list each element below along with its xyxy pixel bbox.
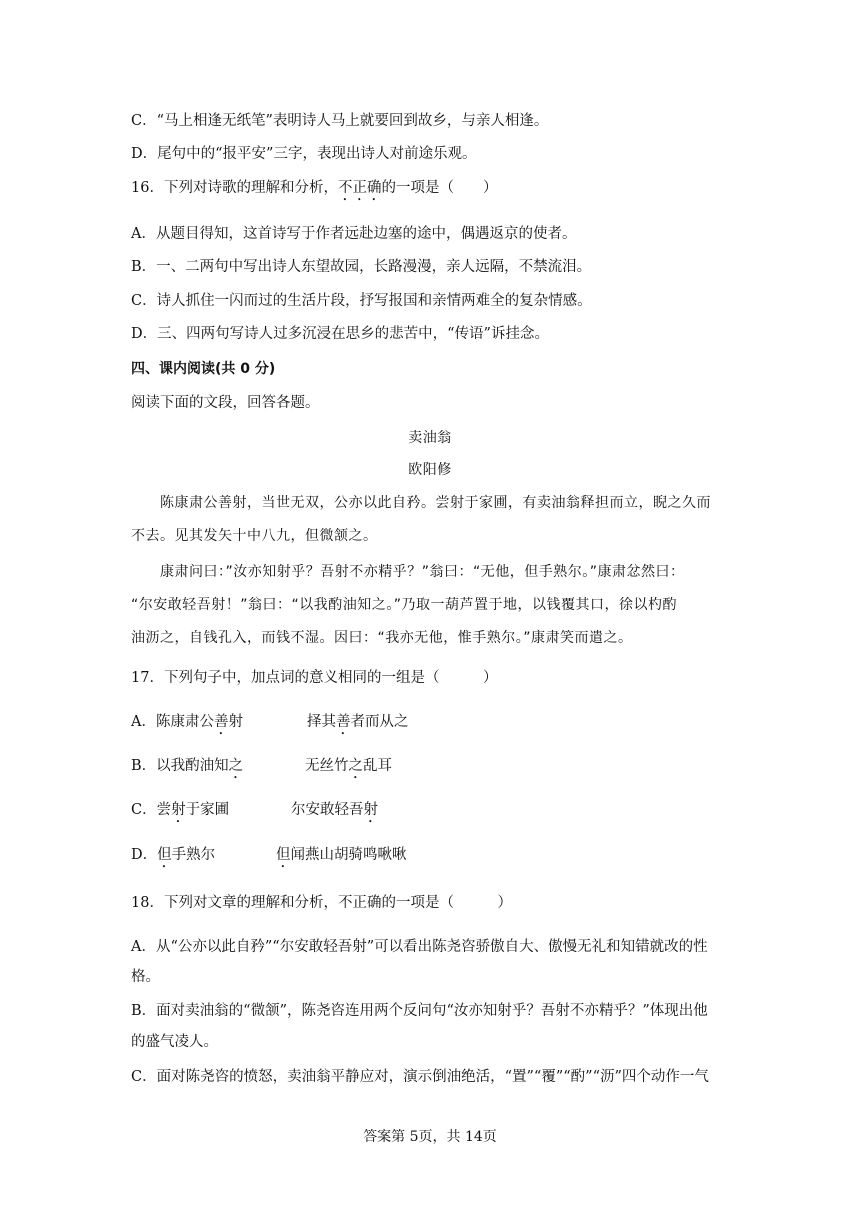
passage-title: 卖油翁 (408, 430, 452, 446)
q16-stem (131, 178, 497, 204)
q18-option-b-line2: 的盛气凌人。 (131, 1034, 218, 1050)
q17-option-c (131, 800, 229, 826)
q16-stem-emphasis: 不正确 (337, 180, 382, 196)
q17-c-right-dot: 射 (363, 802, 378, 818)
q16-stem-part2: 的一项是（ ） (381, 180, 498, 196)
q15-option-d: D．尾句中的“报平安”三字，表现出诗人对前途乐观。 (131, 146, 477, 162)
q17-option-a-right (307, 712, 409, 738)
q17-a-right-pre: 择其 (307, 714, 336, 730)
passage-p2-line1: 康肃问曰：”汝亦知射乎？吾射不亦精乎？”翁曰：“无他，但手熟尔。”康肃忿然曰： (160, 564, 685, 580)
q17-c-left-pre: C．尝 (131, 802, 172, 818)
q18-stem: 18．下列对文章的理解和分析，不正确的一项是（ ） (131, 895, 512, 911)
q18-option-c-line1: C．面对陈尧咨的愤怒，卖油翁平静应对，演示倒油绝活，“置”“覆”“酌”“沥”四个动作一气 (131, 1069, 709, 1085)
q17-c-left-dot: 射 (171, 802, 186, 818)
q15-option-c: C．“马上相逢无纸笔”表明诗人马上就要回到故乡，与亲人相逢。 (131, 113, 549, 129)
q17-d-left-post: 手熟尔 (171, 847, 216, 863)
q17-a-right-dot: 善 (336, 714, 351, 730)
passage-author: 欧阳修 (408, 462, 452, 478)
q16-option-c: C．诗人抓住一闪而过的生活片段，抒写报国和亲情两难全的复杂情感。 (131, 293, 592, 309)
passage-p1-line2: 不去。见其发矢十中八九，但微颔之。 (131, 528, 378, 544)
q17-a-left-post: 射 (228, 714, 243, 730)
q17-c-right-pre: 尔安敢轻吾 (291, 802, 364, 818)
section-heading: 四、课内阅读(共 0 分) (131, 361, 276, 377)
q17-a-left-pre: A．陈康肃公 (131, 714, 214, 730)
q17-option-b-right (305, 756, 392, 782)
q17-option-d (131, 845, 215, 871)
q17-option-b (131, 756, 243, 782)
page-footer: 答案第 5页，共 14页 (363, 1129, 497, 1145)
q18-option-b-line1: B．面对卖油翁的“微颔”，陈尧咨连用两个反问句“汝亦知射乎？吾射不亦精乎？”体现出他 (131, 1003, 708, 1019)
q17-c-left-post: 于家圃 (185, 802, 230, 818)
q16-option-b: B．一、二两句中写出诗人东望故园，长路漫漫，亲人远隔，不禁流泪。 (131, 259, 592, 275)
q17-option-a (131, 712, 243, 738)
q16-option-a: A．从题目得知，这首诗写于作者远赴边塞的途中，偶遇返京的使者。 (131, 226, 577, 242)
q17-b-right-dot: 之 (348, 758, 363, 774)
q17-option-d-right (276, 845, 407, 871)
q16-option-d: D．三、四两句写诗人过多沉浸在思乡的悲苦中，“传语”诉挂念。 (131, 326, 549, 342)
passage-p2-line3: 油沥之，自钱孔入，而钱不湿。因曰：“我亦无他，惟手熟尔。”康肃笑而遣之。 (131, 630, 633, 646)
q17-d-right-post: 闻燕山胡骑鸣啾啾 (290, 847, 407, 863)
passage-p1-line1: 陈康肃公善射，当世无双，公亦以此自矜。尝射于家圃，有卖油翁释担而立，睨之久而 (160, 495, 711, 511)
section-intro: 阅读下面的文段，回答各题。 (131, 395, 320, 411)
passage-p2-line2: “尔安敢轻吾射！”翁曰：“以我酌油知之。”乃取一葫芦置于地，以钱覆其口，徐以杓酌 (131, 597, 678, 613)
q17-option-c-right (291, 800, 378, 826)
q17-b-right-post: 乱耳 (363, 758, 392, 774)
q17-b-right-pre: 无丝竹 (305, 758, 349, 774)
q17-a-left-dot: 善 (213, 714, 229, 730)
q16-stem-part1: 16．下列对诗歌的理解和分析， (131, 180, 338, 196)
q18-option-a-line2: 格。 (131, 969, 160, 985)
q18-option-a-line1: A．从“公亦以此自矜”“尔安敢轻吾射”可以看出陈尧咨骄傲自大、傲慢无礼和知错就改的性 (131, 939, 708, 955)
q17-d-left-dot: 但 (157, 847, 172, 863)
q17-d-left-pre: D． (131, 847, 158, 863)
q17-d-right-dot: 但 (276, 847, 291, 863)
q17-stem: 17．下列句子中，加点词的意义相同的一组是（ ） (131, 670, 498, 686)
q17-b-left-dot: 之 (228, 758, 244, 774)
q17-a-right-post: 者而从之 (350, 714, 409, 730)
q17-b-left-pre: B．以我酌油知 (131, 758, 229, 774)
